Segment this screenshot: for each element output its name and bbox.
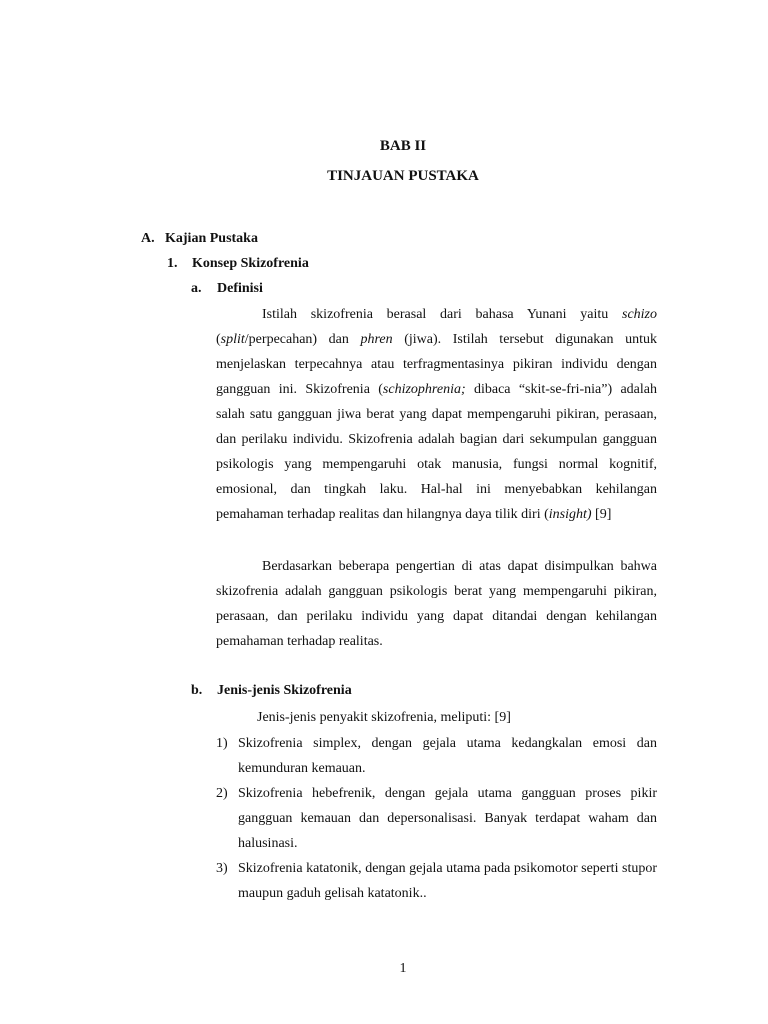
paragraph-text (216, 302, 657, 527)
definisi-paragraph-2 (216, 554, 657, 654)
list-marker: 2) (216, 786, 228, 801)
chapter-title: TINJAUAN PUSTAKA (327, 168, 479, 184)
chapter-number: BAB II (379, 138, 427, 154)
list-item-text: Skizofrenia simplex, dengan gejala utama kedangkalan emosi dan kemunduran kemauan. (238, 736, 657, 776)
definisi-marker: a. (191, 281, 202, 296)
definisi-paragraph-1 (216, 302, 657, 527)
text-run: ( (216, 332, 221, 347)
italic-term: schizo (622, 307, 657, 322)
italic-term: split (220, 332, 245, 347)
text-run: (jiwa). Istilah tersebut digunakan untuk menjelaskan terpecahnya atau terfragmentasinya pikiran individu dengan gangguan ini. Skizofrenia ( (216, 332, 657, 397)
italic-term: phren (360, 332, 393, 347)
definisi-title: Definisi (217, 281, 263, 296)
list-marker: 1) (216, 736, 228, 751)
jenis-list (216, 731, 657, 781)
subsection-1-title: Konsep Skizofrenia (192, 256, 309, 271)
jenis-list (216, 781, 657, 856)
jenis-intro: Jenis-jenis penyakit skizofrenia, meliputi: [9] (257, 710, 511, 725)
page-number: 1 (399, 961, 407, 976)
list-item-text: Skizofrenia hebefrenik, dengan gejala utama gangguan proses pikir gangguan kemauan dan depersonalisasi. Banyak terdapat waham dan halusinasi. (238, 786, 657, 851)
italic-term: insight) (548, 507, 592, 522)
text-run: /perpecahan) dan (244, 332, 361, 347)
section-a-title: Kajian Pustaka (165, 231, 258, 246)
subsection-1-heading (167, 256, 309, 272)
list-item (216, 731, 657, 781)
jenis-marker: b. (191, 683, 203, 698)
list-item (216, 781, 657, 856)
paragraph-text: Berdasarkan beberapa pengertian di atas dapat disimpulkan bahwa skizofrenia adalah gangguan psikologis berat yang mempengaruhi pikiran, perasaan, dan perilaku individu yang dapat ditandai dengan kehilangan pemahaman terhadap realitas. (216, 559, 657, 649)
jenis-title: Jenis-jenis Skizofrenia (217, 683, 352, 698)
text-run: [9] (591, 507, 612, 522)
jenis-list (216, 856, 657, 906)
definisi-heading (191, 281, 263, 297)
text-run: dibaca “skit-se-fri-nia”) adalah salah satu gangguan jiwa berat yang dapat mempengaruhi pikiran, perasaan, dan perilaku individu. Skizofrenia adalah bagian dari sekumpulan gangguan psikologis yang mempengaruhi otak manusia, fungsi normal kognitif, emosional, dan tingkah laku. Hal-hal ini menyebabkan kehilangan pemahaman terhadap realitas dan hilangnya daya tilik diri ( (216, 382, 657, 522)
list-item-text: Skizofrenia katatonik, dengan gejala utama pada psikomotor seperti stupor maupun gaduh gelisah katatonik.. (238, 861, 657, 901)
italic-term: schizophrenia; (382, 382, 466, 397)
section-a-marker: A. (141, 231, 155, 246)
jenis-heading (191, 683, 352, 699)
list-marker: 3) (216, 861, 228, 876)
list-item (216, 856, 657, 906)
section-a-heading (141, 231, 258, 247)
subsection-1-marker: 1. (167, 256, 178, 271)
text-run: Istilah skizofrenia berasal dari bahasa Yunani yaitu (262, 307, 622, 322)
